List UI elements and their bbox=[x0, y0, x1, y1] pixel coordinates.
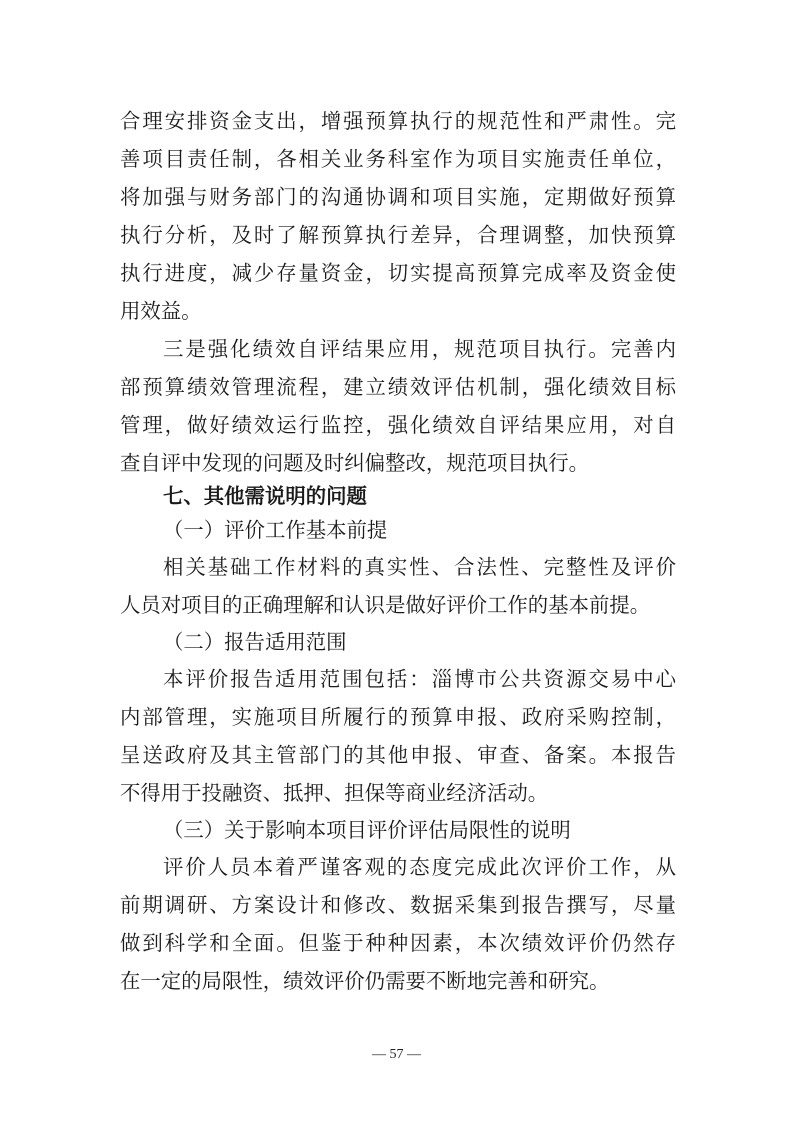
paragraph-line: 内部管理，实施项目所履行的预算申报、政府采购控制， bbox=[120, 705, 676, 729]
subsection-heading: （三）关于影响本项目评价评估局限性的说明 bbox=[163, 818, 571, 842]
subsection-heading: （一）评价工作基本前提 bbox=[163, 518, 388, 542]
paragraph-line: 执行分析，及时了解预算执行差异，合理调整，加快预算 bbox=[120, 223, 676, 247]
paragraph-line: 呈送政府及其主管部门的其他申报、审查、备案。本报告 bbox=[120, 743, 676, 767]
paragraph-line: 合理安排资金支出，增强预算执行的规范性和严肃性。完 bbox=[120, 109, 676, 133]
subsection-heading: （二）报告适用范围 bbox=[163, 630, 347, 654]
paragraph-line: 人员对项目的正确理解和认识是做好评价工作的基本前提。 bbox=[120, 593, 651, 617]
paragraph-line: 评价人员本着严谨客观的态度完成此次评价工作，从 bbox=[163, 855, 676, 879]
paragraph-line: 相关基础工作材料的真实性、合法性、完整性及评价 bbox=[163, 555, 676, 579]
paragraph-line: 执行进度，减少存量资金，切实提高预算完成率及资金使 bbox=[120, 261, 676, 285]
paragraph-line: 查自评中发现的问题及时纠偏整改，规范项目执行。 bbox=[120, 451, 589, 475]
paragraph-line: 将加强与财务部门的沟通协调和项目实施，定期做好预算 bbox=[120, 185, 676, 209]
section-heading: 七、其他需说明的问题 bbox=[163, 484, 367, 508]
paragraph-line: 在一定的局限性，绩效评价仍需要不断地完善和研究。 bbox=[120, 969, 610, 993]
paragraph-line: 不得用于投融资、抵押、担保等商业经济活动。 bbox=[120, 781, 549, 805]
paragraph-line: 前期调研、方案设计和修改、数据采集到报告撰写，尽量 bbox=[120, 893, 676, 917]
paragraph-line: 用效益。 bbox=[120, 299, 202, 323]
paragraph-line: 部预算绩效管理流程，建立绩效评估机制，强化绩效目标 bbox=[120, 375, 676, 399]
paragraph-line: 本评价报告适用范围包括：淄博市公共资源交易中心 bbox=[163, 667, 676, 691]
paragraph-line: 管理，做好绩效运行监控，强化绩效自评结果应用，对自 bbox=[120, 413, 676, 437]
page-number: — 57 — bbox=[372, 1047, 421, 1062]
paragraph-line: 善项目责任制，各相关业务科室作为项目实施责任单位， bbox=[120, 147, 676, 171]
paragraph-line: 做到科学和全面。但鉴于种种因素，本次绩效评价仍然存 bbox=[120, 931, 676, 955]
paragraph-line: 三是强化绩效自评结果应用，规范项目执行。完善内 bbox=[163, 337, 676, 361]
